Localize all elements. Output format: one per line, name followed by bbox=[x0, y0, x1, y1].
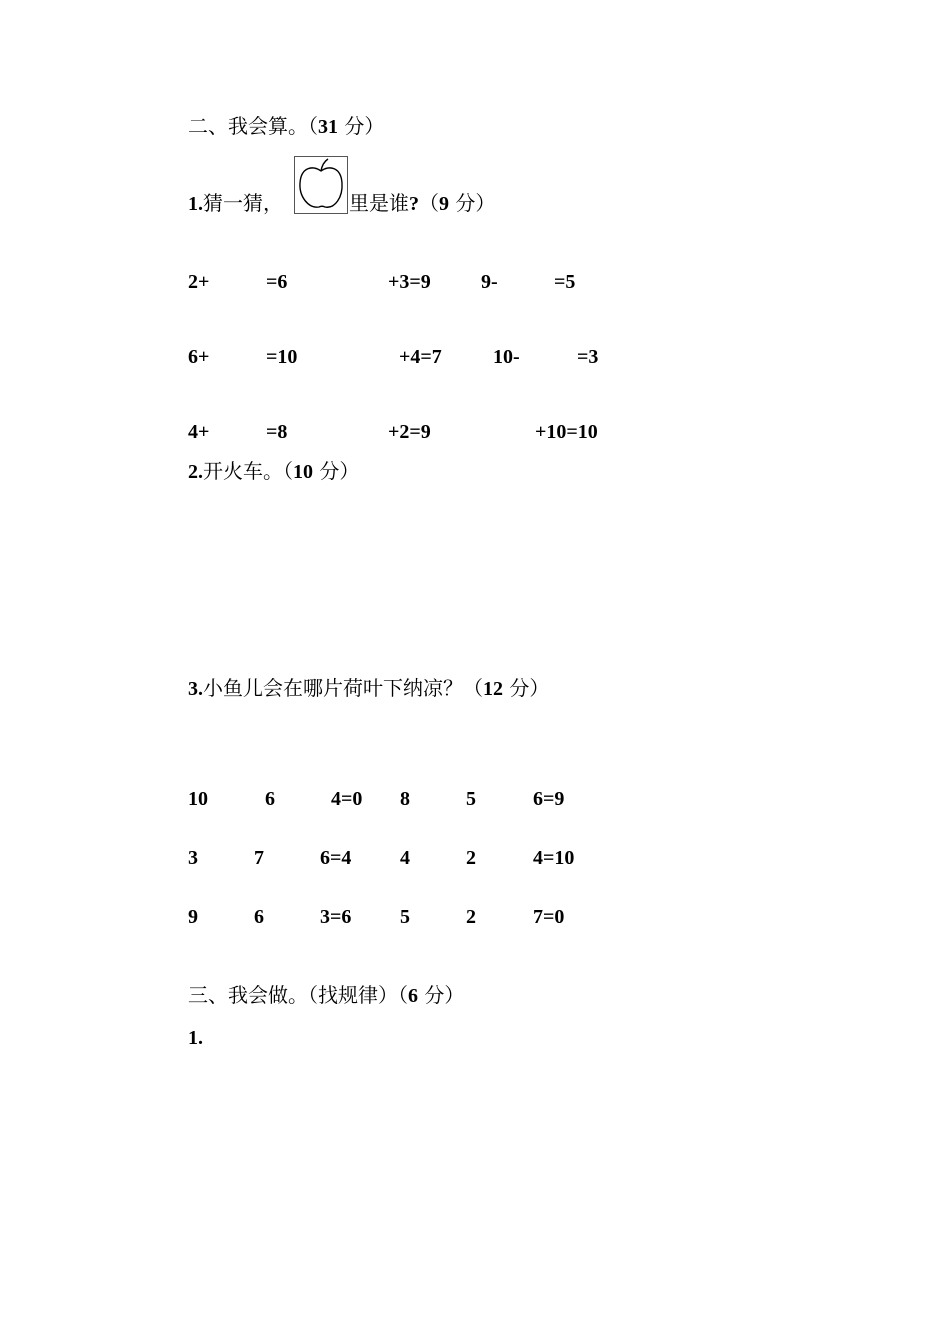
q1-r2-c3: +4=7 bbox=[399, 346, 442, 368]
q3-r2-c2: 7 bbox=[254, 847, 264, 869]
question-1-number: 1. bbox=[188, 193, 203, 215]
question-3-text: 小鱼儿会在哪片荷叶下纳凉？（ bbox=[203, 676, 483, 700]
q3-r2-c5: 2 bbox=[466, 847, 476, 869]
section-3-item-1: 1. bbox=[188, 1027, 203, 1049]
question-2-score: 10 bbox=[293, 461, 313, 483]
q1-r1-c3: +3=9 bbox=[388, 271, 431, 293]
q1-r2-c1: 6+ bbox=[188, 346, 210, 368]
q1-r1-c4: 9- bbox=[481, 271, 498, 293]
q1-r3-c1: 4+ bbox=[188, 421, 210, 443]
q3-r2-c6: 4=10 bbox=[533, 847, 575, 869]
question-1-heading-tail bbox=[349, 191, 495, 216]
question-2-number: 2. bbox=[188, 461, 203, 483]
q3-r1-c1: 10 bbox=[188, 788, 208, 810]
q3-r3-c4: 5 bbox=[400, 906, 410, 928]
q1-r2-c2: =10 bbox=[266, 346, 298, 368]
question-1-mark: ? bbox=[409, 193, 419, 215]
q3-r1-c5: 5 bbox=[466, 788, 476, 810]
q3-r1-c4: 8 bbox=[400, 788, 410, 810]
q1-r3-c2: =8 bbox=[266, 421, 288, 443]
question-3-score: 12 bbox=[483, 678, 503, 700]
q1-r3-c3: +2=9 bbox=[388, 421, 431, 443]
q3-r2-c4: 4 bbox=[400, 847, 410, 869]
section-2-title bbox=[188, 114, 384, 139]
q1-r3-c4: +10=10 bbox=[535, 421, 598, 443]
q1-r1-c2: =6 bbox=[266, 271, 288, 293]
question-1-score-unit: 分） bbox=[449, 191, 496, 215]
question-1-text-a: 猜一猜， bbox=[203, 191, 283, 215]
q3-r2-c1: 3 bbox=[188, 847, 198, 869]
section-3-score-unit: 分） bbox=[418, 983, 465, 1007]
section-2-score-unit: 分） bbox=[338, 114, 385, 138]
q3-r3-c3: 3=6 bbox=[320, 906, 352, 928]
q3-r3-c2: 6 bbox=[254, 906, 264, 928]
q3-r3-c6: 7=0 bbox=[533, 906, 565, 928]
question-1-text-b: 里是谁 bbox=[349, 191, 409, 215]
q3-r1-c3: 4=0 bbox=[331, 788, 363, 810]
question-3-number: 3. bbox=[188, 678, 203, 700]
apple-icon bbox=[295, 157, 347, 213]
q3-r1-c2: 6 bbox=[265, 788, 275, 810]
q3-r1-c6: 6=9 bbox=[533, 788, 565, 810]
q3-r3-c5: 2 bbox=[466, 906, 476, 928]
question-3-score-unit: 分） bbox=[503, 676, 550, 700]
section-2-title-text: 二、我会算。（ bbox=[188, 114, 318, 138]
q1-r1-c5: =5 bbox=[554, 271, 576, 293]
q1-r1-c1: 2+ bbox=[188, 271, 210, 293]
question-1-heading bbox=[188, 191, 283, 216]
q1-r2-c4: 10- bbox=[493, 346, 520, 368]
apple-box bbox=[294, 156, 348, 214]
section-2-score: 31 bbox=[318, 116, 338, 138]
question-2-text: 开火车。（ bbox=[203, 459, 293, 483]
section-3-score: 6 bbox=[408, 985, 418, 1007]
section-3-title-text: 三、我会做。（找规律）（ bbox=[188, 983, 408, 1007]
section-3-title bbox=[188, 983, 464, 1008]
question-1-score-open: （ bbox=[419, 191, 439, 215]
question-2-heading bbox=[188, 459, 359, 484]
q3-r3-c1: 9 bbox=[188, 906, 198, 928]
question-1-score: 9 bbox=[439, 193, 449, 215]
q1-r2-c5: =3 bbox=[577, 346, 599, 368]
question-3-heading bbox=[188, 676, 549, 701]
question-2-score-unit: 分） bbox=[313, 459, 360, 483]
q3-r2-c3: 6=4 bbox=[320, 847, 352, 869]
